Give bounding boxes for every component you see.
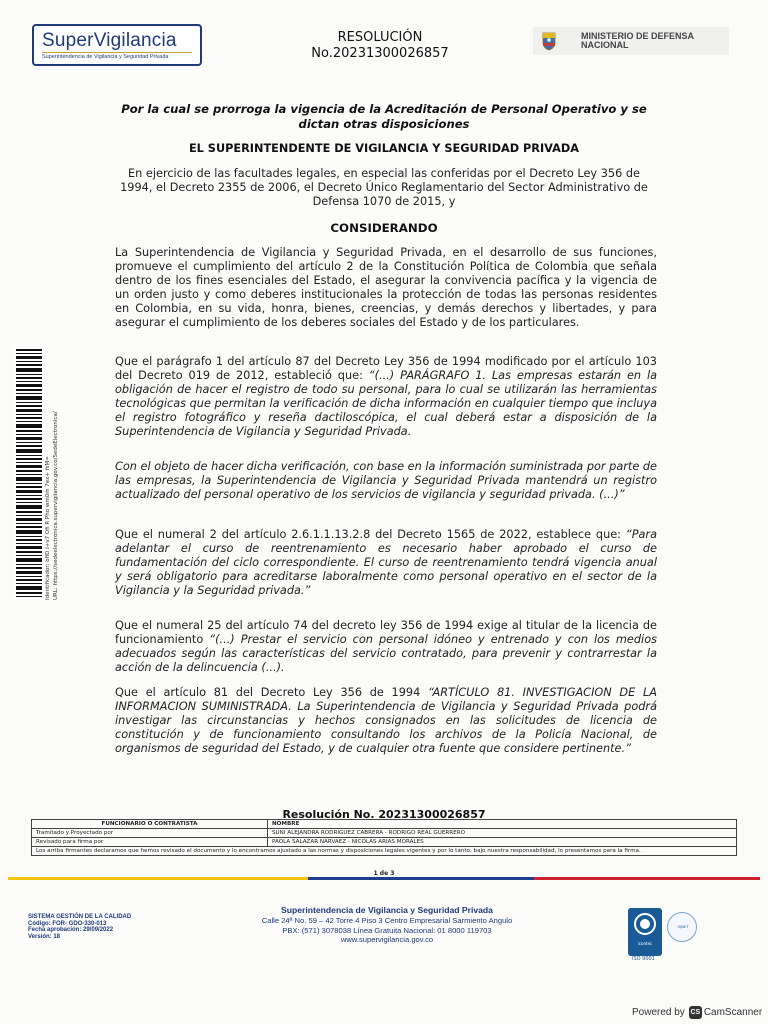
iqnet-label: IQNET xyxy=(677,925,689,929)
icontec-label: icontec xyxy=(637,941,653,946)
paragraph-4 xyxy=(115,528,657,598)
paragraph-4-text: Que el numeral 2 del artículo 2.6.1.1.13.2.8 del Decreto 1565 de 2022, establece que: xyxy=(115,528,626,541)
address-line: Calle 24ª No. 59 – 42 Torre 4 Piso 3 Centro Empresarial Sarmiento Angulo xyxy=(261,916,513,925)
camscanner-brand: CamScanner xyxy=(703,1007,763,1019)
paragraph-4-quote: “Para adelantar el curso de reentrenamiento es necesario haber aprobado el curso de fundamentación del ciclo correspondiente. El curso de reentrenamiento tendrá vigencia anual y será obligatorio para acreditarse laboralmente como personal operativo en el sector de la Vigilancia y la Seguridad privada.” xyxy=(115,528,657,597)
powered-by-text: Powered by xyxy=(632,1007,685,1019)
verification-url[interactable]: URL: https://sedeelectronica.supervigilancia.gov.co/SedeElectronica/ xyxy=(53,411,59,600)
quality-system-version: Versión: 18 xyxy=(28,933,61,940)
ministry-logo xyxy=(533,27,729,55)
resolution-label: RESOLUCIÓN xyxy=(337,30,423,45)
considering-heading: CONSIDERANDO xyxy=(330,221,438,235)
table-cell-role: Tramitado y Proyectado por xyxy=(32,829,268,838)
table-row xyxy=(32,838,737,847)
quality-system-info xyxy=(28,914,131,940)
signature-declaration: Los arriba firmantes declaramos que hemos revisado el documento y lo encontramos ajustado a las normas y disposiciones legales vigentes y por lo tanto, bajo nuestra responsabilidad, lo presentamos para la firma. xyxy=(32,847,737,856)
quality-system-code: Código: FOR- GDO-330-013 xyxy=(28,920,107,927)
resolution-subject: Por la cual se prorroga la vigencia de la Acreditación de Personal Operativo y se dictan otras disposiciones xyxy=(121,102,647,131)
verification-info xyxy=(44,340,60,600)
stripe-blue xyxy=(308,877,534,880)
contact-info xyxy=(200,905,574,945)
table-cell-role: Revisado para firma por xyxy=(32,838,268,847)
logo-wordmark: SuperVigilancia xyxy=(42,30,177,51)
ministry-name xyxy=(581,32,694,50)
legal-basis-paragraph: En ejercicio de las facultades legales, en especial las conferidas por el Decreto Ley 356 de 1994, el Decreto 2355 de 2006, el Decreto Único Reglamentario del Sector Administrativo de Defensa 1070 de 2015, y xyxy=(120,167,648,208)
verification-identifier: Identificador: bfiD I+v7 Ofi R Pho wm0m 7ex+ fsM= xyxy=(45,456,51,600)
ministry-line-2: NACIONAL xyxy=(581,40,629,50)
paragraph-6 xyxy=(115,686,657,756)
signature-table xyxy=(31,819,737,856)
table-note-row xyxy=(32,847,737,856)
coat-of-arms-icon xyxy=(541,31,557,51)
resolution-number: No.20231300026857 xyxy=(311,46,449,61)
icontec-certification-icon xyxy=(628,908,662,956)
paragraph-1: La Superintendencia de Vigilancia y Seguridad Privada, en el desarrollo de sus funciones, promueve el cumplimiento del artículo 2 de la Constitución Política de Colombia que señala dentro de los fines esenciales del Estado, el asegurar la convivencia pacífica y la vigencia de un orden justo y como deberes institucionales la protección de todas las personas residentes en Colombia, en su vida, honra, bienes, creencias, y demás derechos y libertades, y para asegurar el cumplimiento de los deberes sociales del Estado y de los particulares. xyxy=(115,246,657,329)
paragraph-3: Con el objeto de hacer dicha verificación, con base en la información suministrada por parte de las empresas, la Superintendencia de Vigilancia y Seguridad Privada mantendrá un registro actualizado del personal operativo de los servicios de vigilancia y seguridad privada. (...)” xyxy=(115,460,657,501)
page-number: 1 de 3 xyxy=(373,870,395,877)
column-header-name: NOMBRE xyxy=(268,820,737,829)
quality-system-title: SISTEMA GESTIÓN DE LA CALIDAD xyxy=(28,914,132,920)
paragraph-2 xyxy=(115,355,657,439)
quality-system-date: Fecha aprobación: 29/09/2022 xyxy=(28,927,114,933)
stripe-red xyxy=(534,877,760,880)
resolution-title xyxy=(280,30,480,62)
website-link[interactable]: www.supervigilancia.gov.co xyxy=(340,935,434,944)
iqnet-certification-icon xyxy=(667,912,697,942)
phone-line: PBX: (571) 3078038 Línea Gratuita Nacional: 01 8000 119703 xyxy=(282,925,492,935)
paragraph-2-text: Que el parágrafo 1 del artículo 87 del Decreto Ley 356 de 1994 modificado por el artículo 103 del Decreto 019 de 2012, estableció que: xyxy=(115,355,657,382)
resolution-footer-title: Resolución No. 20231300026857 xyxy=(282,808,486,821)
paragraph-5 xyxy=(115,619,657,675)
table-header-row xyxy=(32,820,737,829)
paragraph-6-quote: “ARTÍCULO 81. INVESTIGACION DE LA INFORMACION SUMINISTRADA. La Superintendencia de Vigilancia y Seguridad Privada podrá investigar las circunstancias y hechos consignados en las solicitudes de licencia de constitución y de funcionamiento consultando los archivos de la Policía Nacional, de organismos de seguridad del Estado, y de cualquier otra fuente que considere pertinente.” xyxy=(115,686,657,755)
column-header-role: FUNCIONARIO O CONTRATISTA xyxy=(32,820,268,829)
institution-name: Superintendencia de Vigilancia y Seguridad Privada xyxy=(281,905,493,915)
icontec-mark-icon xyxy=(628,908,662,940)
paragraph-5-text: Que el numeral 25 del artículo 74 del decreto ley 356 de 1994 exige al titular de la licencia de funcionamiento xyxy=(115,619,657,646)
camscanner-logo-icon: CS xyxy=(689,1006,702,1019)
paragraph-5-quote: “(...) Prestar el servicio con personal idóneo y entrenado y con los medios adecuados según las características del servicio contratado, para prevenir y contrarrestar la acción de la delincuencia (...). xyxy=(115,633,657,674)
authority-heading: EL SUPERINTENDENTE DE VIGILANCIA Y SEGURIDAD PRIVADA xyxy=(188,142,580,155)
table-row xyxy=(32,829,737,838)
table-cell-name: SUNI ALEJANDRA RODRIGUEZ CABRERA - RODRIGO REAL GUERRERO xyxy=(268,829,737,838)
table-cell-name: PAOLA SALAZAR NARVAEZ - NICOLAS ARIAS MORALES xyxy=(268,838,737,847)
paragraph-2-quote: “(...) PARÁGRAFO 1. Las empresas estarán en la obligación de hacer el registro de todo su personal, para lo cual se utilizarán las herramientas tecnológicas que permitan la verificación de dicha información en cualquier tiempo que incluya el registro fotográfico y reseña dactiloscópica, el cual deberá estar a disposición de la Superintendencia de Vigilancia y Seguridad Privada. xyxy=(115,369,657,438)
stripe-yellow xyxy=(8,877,308,880)
supervigilancia-logo xyxy=(32,24,202,66)
paragraph-6-text: Que el artículo 81 del Decreto Ley 356 de 1994 xyxy=(115,686,428,699)
logo-tagline: Superintendencia de Vigilancia y Seguridad Privada xyxy=(42,54,169,60)
ministry-line-1: MINISTERIO DE DEFENSA xyxy=(581,31,695,41)
logo-divider xyxy=(42,52,192,53)
colombia-flag-stripe xyxy=(8,877,760,880)
verification-barcode-icon xyxy=(14,347,44,599)
camscanner-watermark xyxy=(632,1006,762,1019)
iso-label: ISO 9001 xyxy=(632,956,655,962)
